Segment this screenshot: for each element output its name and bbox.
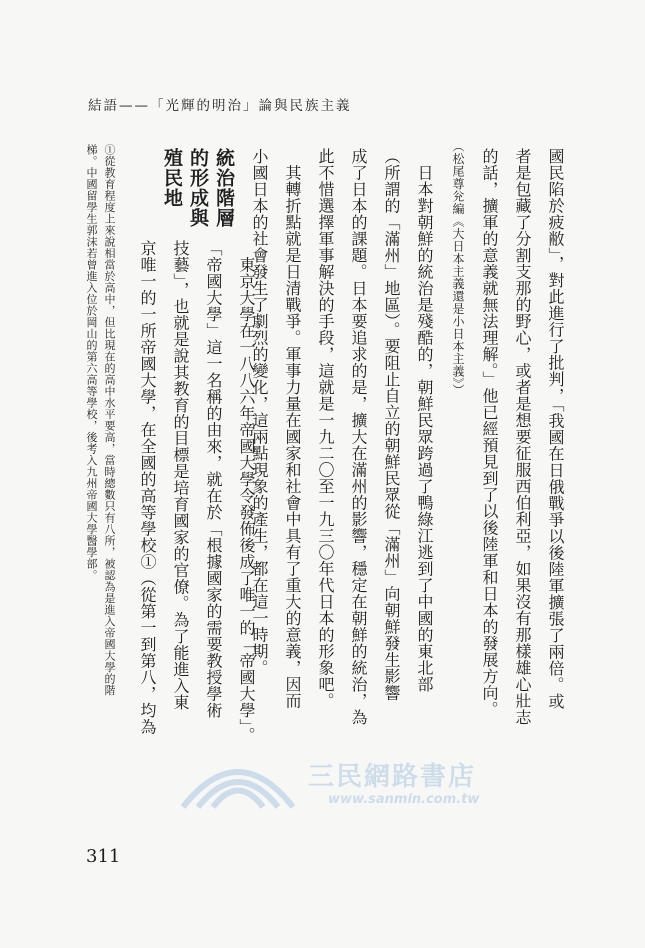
body-column-1: 國民陷於疲敝」，對此進行了批判，「我國在日俄戰爭以後陸軍擴張了兩倍。或 [546,148,565,710]
watermark-url: www.sanmin.com.tw [328,792,480,807]
footnote-line-2: 梯。中國留學生郭沫若曾進入位於岡山的第六高等學校，後考入九州帝國大學醫學部。 [85,144,98,581]
section-body-column-4: 京唯一的一所帝國大學，在全國的高等學校①（從第一到第八，均為 [138,240,157,735]
body-column-8: 此不惜選擇軍事解決的手段，這就是一九二〇至一九三〇年代日本的形象吧。 [316,148,335,709]
body-column-2: 者是包藏了分割支那的野心，或者是想要征服西伯利亞，如果沒有那樣雄心壯志 [513,148,532,726]
body-column-7: 成了日本的課題。日本要追求的是，擴大在滿州的影響，穩定在朝鮮的統治，為 [349,148,368,726]
watermark-title: 三民網路書店 [308,762,477,792]
section-heading-line-3: 殖民地 [161,148,183,208]
watermark-logo-icon [178,752,298,812]
section-heading-line-2: 的形成與 [187,148,209,228]
watermark [178,748,528,818]
footnote-line-1: ①從教育程度上來說相當於高中，但比現在的高中水平要高，當時總數只有八所，被認為是進入帝國大學的階 [103,144,116,696]
section-body-column-2: 「帝國大學」這一名稱的由來，就在於「根據國家的需要教授學術 [204,240,223,719]
body-column-10: 小國日本的社會發生了劇烈的變化，這兩點現象的產生，都在這一時期。 [250,148,269,676]
body-column-5: 日本對朝鮮的統治是殘酷的，朝鮮民眾跨過了鴨綠江逃到了中國的東北部 [415,148,434,693]
body-column-3: 的話，擴軍的意義就無法理解。」他已經預見到了以後陸軍和日本的發展方向。 [480,148,499,718]
citation-column: （松尾尊兊編《大日本主義還是小日本主義》） [451,140,465,397]
body-column-9: 其轉折點就是日清戰爭。軍事力量在國家和社會中具有了重大的意義，因而 [283,148,302,709]
running-header: 結語——「光輝的明治」論與民族主義 [88,98,352,114]
page-number: 311 [86,846,121,867]
section-body-column-3: 技藝」，也就是說其教育的目標是培育國家的官僚。為了能進入東 [171,240,190,711]
body-column-6: （所謂的「滿州」地區）。要阻止自立的朝鮮民眾從「滿州」向朝鮮發生影響 [382,148,401,701]
section-body-column-1: 東京大學在一八八六年帝國大學令發佈後成了唯一的「帝國大學」。 [237,240,256,744]
section-heading-line-1: 統治階層 [213,148,235,228]
